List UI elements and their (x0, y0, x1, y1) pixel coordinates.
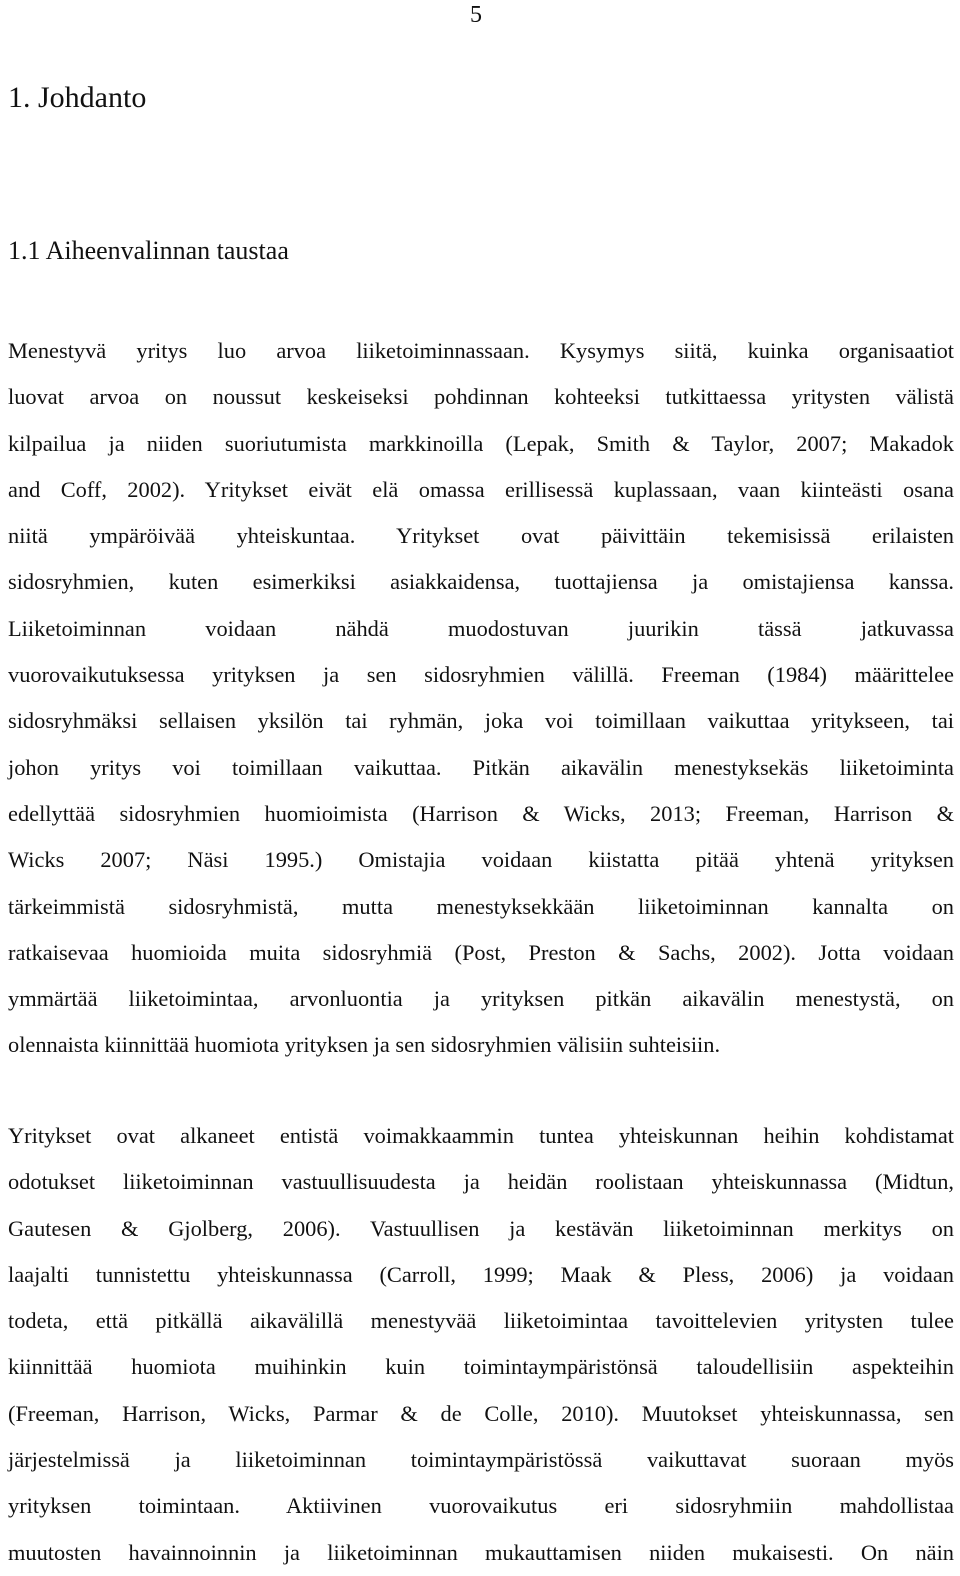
text-line: sidosryhmien, kuten esimerkiksi asiakkaidensa, tuottajiensa ja omistajiensa kanssa. (8, 569, 954, 595)
text-line: johon yritys voi toimillaan vaikuttaa. Pitkän aikavälin menestyksekäs liiketoiminta (8, 754, 954, 780)
text-line: Menestyvä yritys luo arvoa liiketoiminnassaan. Kysymys siitä, kuinka organisaatiot (8, 338, 954, 363)
text-line: (Freeman, Harrison, Wicks, Parmar & de Colle, 2010). Muutokset yhteiskunnassa, sen (8, 1400, 954, 1426)
text-line: Gautesen & Gjolberg, 2006). Vastuullisen ja kestävän liiketoiminnan merkitys on (8, 1215, 954, 1241)
section-title: 1.1 Aiheenvalinnan taustaa (8, 236, 289, 265)
text-line: ymmärtää liiketoimintaa, arvonluontia ja yrityksen pitkän aikavälin menestystä, on (8, 986, 954, 1012)
text-line: Yritykset ovat alkaneet entistä voimakkaammin tuntea yhteiskunnan heihin kohdistamat (8, 1123, 954, 1148)
text-line: todeta, että pitkällä aikavälillä menestyvää liiketoimintaa tavoittelevien yritysten tulee (8, 1308, 954, 1334)
text-line: niitä ympäröivää yhteiskuntaa. Yritykset ovat päivittäin tekemisissä erilaisten (8, 523, 954, 549)
text-line: kilpailua ja niiden suoriutumista markkinoilla (Lepak, Smith & Taylor, 2007; Makadok (8, 430, 954, 456)
page-number: 5 (470, 2, 482, 28)
text-line: kiinnittää huomiota muihinkin kuin toimintaympäristönsä taloudellisiin aspekteihin (8, 1354, 954, 1380)
text-line: ratkaisevaa huomioida muita sidosryhmiä (Post, Preston & Sachs, 2002). Jotta voidaan (8, 939, 954, 965)
chapter-title: 1. Johdanto (8, 81, 147, 114)
text-line: odotukset liiketoiminnan vastuullisuudesta ja heidän roolistaan yhteiskunnassa (Midtun, (8, 1169, 954, 1195)
text-line: tärkeimmistä sidosryhmistä, mutta menestyksekkään liiketoiminnan kannalta on (8, 893, 954, 919)
text-line: yrityksen toimintaan. Aktiivinen vuorovaikutus eri sidosryhmiin mahdollistaa (8, 1493, 954, 1519)
body-paragraph-1 (8, 328, 954, 1069)
body-paragraph-2 (8, 1113, 954, 1576)
text-line: luovat arvoa on noussut keskeiseksi pohdinnan kohteeksi tutkittaessa yritysten välistä (8, 384, 954, 410)
text-line: edellyttää sidosryhmien huomioimista (Harrison & Wicks, 2013; Freeman, Harrison & (8, 800, 954, 826)
text-line: olennaista kiinnittää huomiota yrityksen ja sen sidosryhmien välisiin suhteisiin. (8, 1032, 721, 1058)
text-line: muutosten havainnoinnin ja liiketoiminnan mukauttamisen niiden mukaisesti. On näin (8, 1539, 954, 1565)
text-line: and Coff, 2002). Yritykset eivät elä omassa erillisessä kuplassaan, vaan kiinteästi osana (8, 476, 954, 502)
text-line: järjestelmissä ja liiketoiminnan toimintaympäristössä vaikuttavat suoraan myös (8, 1447, 954, 1473)
text-line: Liiketoiminnan voidaan nähdä muodostuvan juurikin tässä jatkuvassa (8, 615, 954, 641)
text-line: laajalti tunnistettu yhteiskunnassa (Carroll, 1999; Maak & Pless, 2006) ja voidaan (8, 1261, 954, 1287)
text-line: vuorovaikutuksessa yrityksen ja sen sidosryhmien välillä. Freeman (1984) määrittelee (8, 662, 954, 688)
text-line: Wicks 2007; Näsi 1995.) Omistajia voidaan kiistatta pitää yhtenä yrityksen (8, 847, 954, 873)
text-line: sidosryhmäksi sellaisen yksilön tai ryhmän, joka voi toimillaan vaikuttaa yritykseen, tai (8, 708, 954, 734)
